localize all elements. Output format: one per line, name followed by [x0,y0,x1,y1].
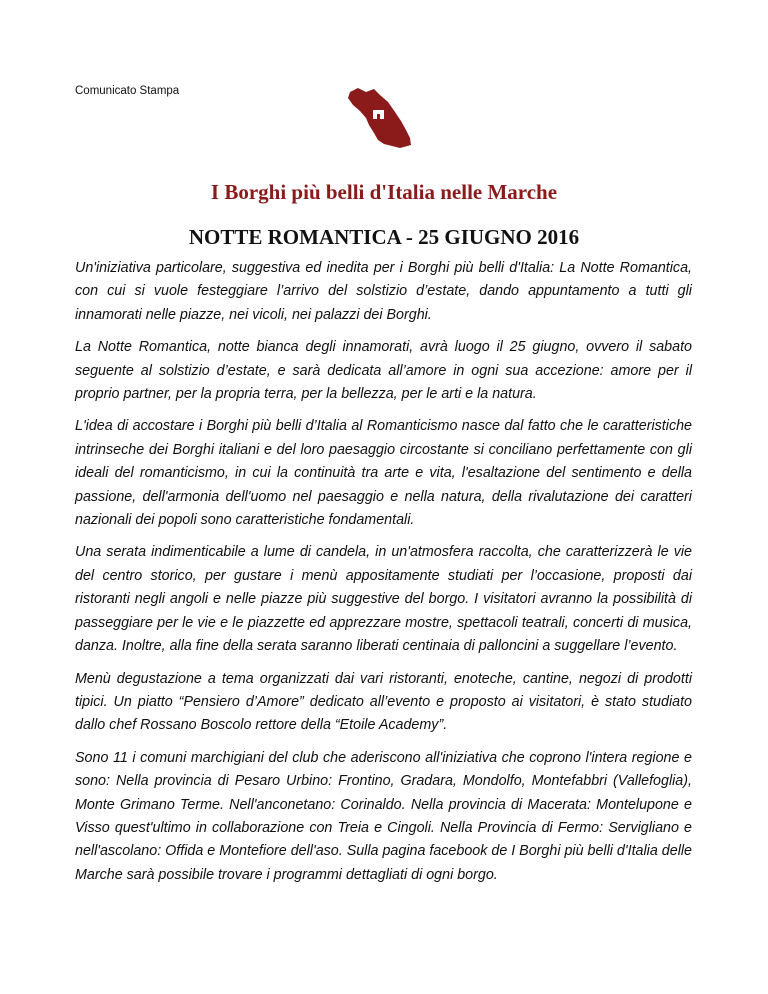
paragraph: Una serata indimenticabile a lume di candela, in un'atmosfera raccolta, che caratterizzerà le vie del centro storico, per gustare i menù appositamente studiati per l’occasione, proposti dai ristoranti negli angoli e nelle piazze più suggestive del borgo. I visitatori avranno la possibilità di passeggiare per le vie e le piazzette ed apprezzare mostre, spettacoli teatrali, concerti di musica, danza. Inoltre, alla fine della serata saranno liberati centinaia di palloncini a suggellare l’evento. [75,544,692,655]
logo-emblem-door [377,114,380,119]
paragraph: Un'iniziativa particolare, suggestiva ed inedita per i Borghi più belli d'Italia: La Notte Romantica, con cui si vuole festeggiare l’arrivo del solstizio d’estate, dando appuntamento a tutti gli innamorati nelle piazze, nei vicoli, nei palazzi dei Borghi. [75,260,692,323]
main-title: I Borghi più belli d'Italia nelle Marche [210,180,558,204]
paragraph: L'idea di accostare i Borghi più belli d’Italia al Romanticismo nasce dal fatto che le caratteristiche intrinseche dei Borghi italiani e del loro paesaggio circostante si conciliano perfettamente con gli ideali del romanticismo, in cui la continuità tra arte e vita, l'esaltazione del sentimento e della passione, dell'armonia dell'uomo nel paesaggio e nella natura, della rivalutazione dei caratteri nazionali dei popoli sono caratteristiche fondamentali. [75,418,692,529]
paragraph: La Notte Romantica, notte bianca degli innamorati, avrà luogo il 25 giugno, ovvero il sabato seguente al solstizio d’estate, e sarà dedicata all’amore in ogni sua accezione: amore per il proprio partner, per la propria terra, per la bellezza, per le arti e la natura. [75,339,692,403]
marche-region-logo-icon [338,80,424,150]
body-text [75,257,692,896]
press-release-label: Comunicato Stampa [75,85,180,97]
paragraph: Sono 11 i comuni marchigiani del club che aderiscono all'iniziativa che coprono l'intera regione e sono: Nella provincia di Pesaro Urbino: Frontino, Gradara, Mondolfo, Montefabbri (Vallefoglia), Monte Grimano Terme. Nell'anconetano: Corinaldo. Nella provincia di Macerata: Montelupone e Visso quest'ultimo in collaborazione con Treia e Cingoli. Nella Provincia di Fermo: Servigliano e nell'ascolano: Offida e Montefiore dell'aso. Sulla pagina facebook de I Borghi più belli d'Italia delle Marche sarà possibile trovare i programmi dettagliati di ogni borgo. [75,749,692,883]
paragraph: Menù degustazione a tema organizzati dai vari ristoranti, enoteche, cantine, negozi di prodotti tipici. Un piatto “Pensiero d’Amore” dedicato all’evento e proposto ai visitatori, è stato studiato dallo chef Rossano Boscolo rettore della “Etoile Academy”. [75,670,692,734]
event-title: NOTTE ROMANTICA - 25 GIUGNO 2016 [188,225,580,249]
